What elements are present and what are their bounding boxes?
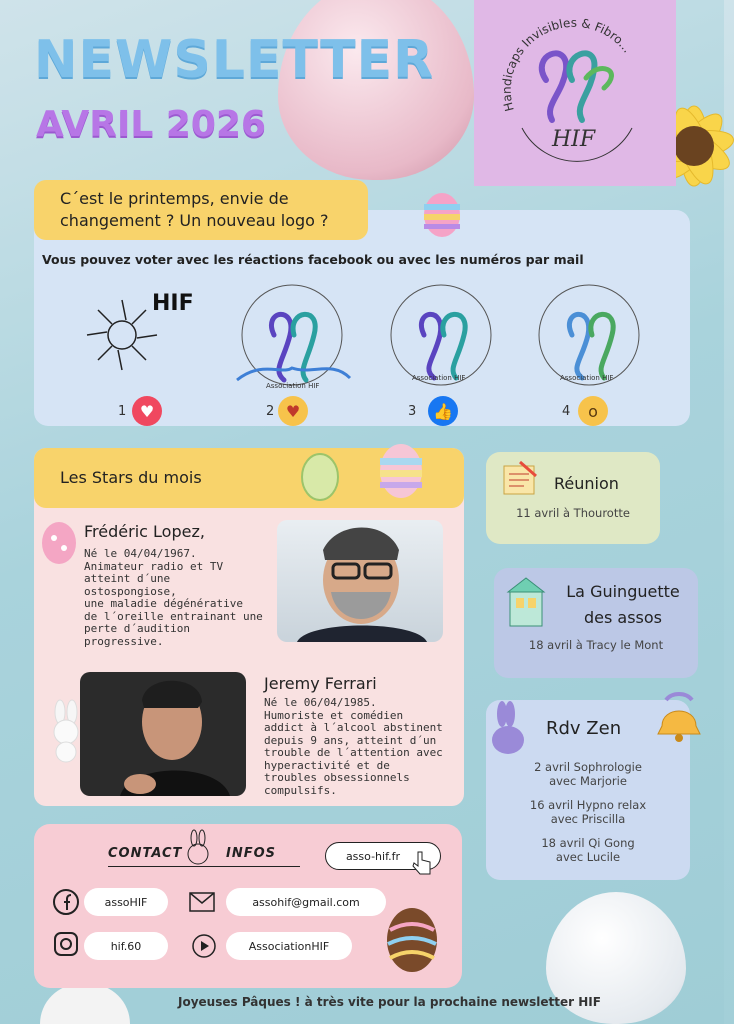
email-icon[interactable] <box>188 888 216 916</box>
logo-option-3 <box>386 280 496 390</box>
easter-egg-icon <box>422 192 462 238</box>
website-label: asso-hif.fr <box>345 849 401 863</box>
bunny-silhouette-icon <box>486 700 528 756</box>
star-1-photo <box>277 520 443 642</box>
notepad-icon <box>500 458 540 498</box>
logo-option-3-caption: Association HIF <box>412 374 466 382</box>
instagram-icon[interactable] <box>52 930 80 958</box>
guinguette-box <box>494 568 698 678</box>
star-1-bio: Né le 04/04/1967. Animateur radio et TV atteint d´une ostospongiose, une maladie dégénérative de l´oreille entrainant une perte d´audition progressive. <box>84 547 263 648</box>
logo-option-2 <box>232 280 342 390</box>
zen-item-3-line2: avec Lucile <box>555 850 621 864</box>
facebook-icon[interactable] <box>52 888 80 916</box>
bell-icon <box>652 686 706 746</box>
decorative-bunny-ear <box>40 984 130 1024</box>
rdv-zen-box <box>486 700 690 880</box>
bunny-face-icon <box>186 830 210 866</box>
rdv-zen-title: Rdv Zen <box>546 718 622 739</box>
zen-item-2-line2: avec Priscilla <box>550 812 626 826</box>
option-4-number: 4 <box>562 404 571 419</box>
facebook-link[interactable]: assoHIF <box>84 888 168 916</box>
infos-title: INFOS <box>226 846 277 861</box>
guinguette-date: 18 avril à Tracy le Mont <box>528 638 664 652</box>
zen-item-2-line1: 16 avril Hypno relax <box>529 798 647 812</box>
logo-vote-header: C´est le printemps, envie de changement ? Un nouveau logo ? <box>34 180 368 240</box>
like-reaction-icon[interactable]: 👍 <box>428 396 458 426</box>
youtube-link[interactable]: AssociationHIF <box>226 932 352 960</box>
logo-option-1 <box>74 280 194 390</box>
zen-item-1-line2: avec Marjorie <box>549 774 627 788</box>
logo-initials: HIF <box>552 127 596 152</box>
reunion-box <box>486 452 660 544</box>
logo-option-2-caption: Association HIF <box>266 382 320 390</box>
instagram-link[interactable]: hif.60 <box>84 932 168 960</box>
easter-egg-icon <box>300 452 340 502</box>
page-subtitle: AVRIL 2026 <box>36 104 267 145</box>
reunion-title: Réunion <box>554 474 619 493</box>
stall-icon <box>504 574 548 632</box>
pointer-hand-icon <box>410 848 434 876</box>
reunion-date: 11 avril à Thourotte <box>516 506 630 520</box>
logo-option-1-caption: HIF <box>152 291 194 316</box>
youtube-icon[interactable] <box>190 932 218 960</box>
star-2-bio: Né le 06/04/1985. Humoriste et comédien addict à l´alcool abstinent depuis 9 ans, atteint d´un trouble de l´attention avec hyperactivité et de troubles obsessionnels compulsifs. <box>264 696 443 797</box>
zen-item-1-line1: 2 avril Sophrologie <box>534 760 642 774</box>
heart-reaction-icon[interactable]: ♥ <box>132 396 162 426</box>
logo-option-4-caption: Association HIF <box>560 374 614 382</box>
guinguette-title-line2: des assos <box>583 608 663 627</box>
hif-logo <box>474 0 676 186</box>
stars-header: Les Stars du mois <box>34 448 464 508</box>
logo-option-4 <box>534 280 644 390</box>
option-3-number: 3 <box>408 404 417 419</box>
chocolate-egg-icon <box>384 904 440 974</box>
bunny-icon <box>46 700 86 764</box>
page-title: NEWSLETTER <box>34 30 435 90</box>
wow-reaction-icon[interactable]: o <box>578 396 608 426</box>
guinguette-title-line1: La Guinguette <box>566 582 680 601</box>
footer-text: Joyeuses Pâques ! à très vite pour la prochaine newsletter HIF <box>178 995 601 1009</box>
contact-underline <box>108 866 300 867</box>
easter-egg-icon <box>378 442 424 500</box>
care-reaction-icon[interactable]: ♥ <box>278 396 308 426</box>
zen-item-3-line1: 18 avril Qi Gong <box>541 836 635 850</box>
star-1-name: Frédéric Lopez, <box>84 522 205 541</box>
email-link[interactable]: assohif@gmail.com <box>226 888 386 916</box>
star-2-name: Jeremy Ferrari <box>264 674 377 693</box>
option-1-number: 1 <box>118 404 127 419</box>
contact-title: CONTACT <box>108 846 183 861</box>
option-2-number: 2 <box>266 404 275 419</box>
star-2-photo <box>80 672 246 796</box>
pink-egg-icon <box>40 520 78 566</box>
decorative-egg-top <box>278 0 474 180</box>
logo-arc-text: Handicaps Invisibles & Fibro... <box>499 15 635 113</box>
vote-instructions: Vous pouvez voter avec les réactions facebook ou avec les numéros par mail <box>42 252 584 267</box>
